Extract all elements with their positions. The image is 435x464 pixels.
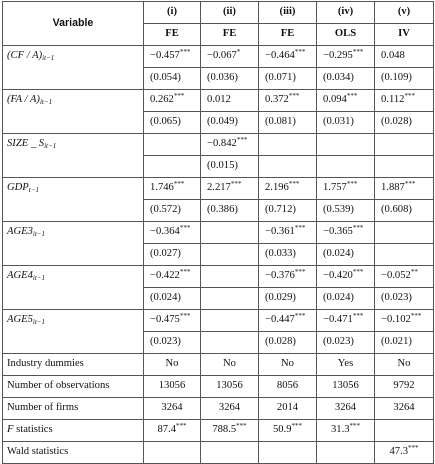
variable-name: (FA / A) — [7, 94, 40, 105]
statistic-cell — [201, 376, 259, 398]
cell-value: −0.365 — [323, 226, 353, 238]
standard-error-cell — [144, 156, 201, 178]
significance-stars: *** — [230, 180, 242, 189]
column-method: IV — [375, 24, 434, 46]
cell-value: 0.048 — [381, 50, 405, 62]
statistic-label — [3, 420, 144, 442]
cell-value: 0.372 — [265, 94, 289, 106]
cell-value: −0.471 — [323, 314, 353, 326]
standard-error-cell: (0.023) — [317, 332, 375, 354]
cell-value: −0.447 — [265, 314, 295, 326]
coefficient-row — [3, 310, 434, 332]
variable-label — [3, 90, 144, 134]
standard-error-cell — [201, 244, 259, 266]
significance-stars: *** — [410, 312, 422, 321]
coefficient-cell — [317, 222, 375, 244]
coefficient-cell — [375, 178, 434, 200]
coefficient-cell — [144, 90, 201, 112]
coefficient-cell — [144, 134, 201, 156]
coefficient-cell — [317, 266, 375, 288]
cell-value: 2.196 — [265, 182, 289, 194]
coefficient-cell — [259, 266, 317, 288]
significance-stars: *** — [179, 224, 191, 233]
column-number: (i) — [144, 2, 201, 24]
variable-label — [3, 266, 144, 310]
variable-subscript: it−1 — [44, 142, 57, 150]
cell-value: −0.376 — [265, 270, 295, 282]
cell-value: 0.112 — [381, 94, 405, 106]
cell-value: 3264 — [218, 402, 241, 414]
coefficient-row — [3, 266, 434, 288]
coefficient-cell — [375, 46, 434, 68]
standard-error-cell: (0.539) — [317, 200, 375, 222]
cell-value: 8056 — [276, 380, 299, 392]
variable-subscript: it−1 — [42, 54, 55, 62]
significance-stars: *** — [294, 48, 306, 57]
variable-label — [3, 222, 144, 266]
cell-value: −0.420 — [323, 270, 353, 282]
statistic-cell — [317, 376, 375, 398]
standard-error-cell: (0.572) — [144, 200, 201, 222]
coefficient-cell — [259, 178, 317, 200]
statistic-cell — [144, 398, 201, 420]
cell-value: 1.746 — [150, 182, 174, 194]
statistic-cell — [144, 354, 201, 376]
cell-value: 3264 — [334, 402, 357, 414]
header-row-numbers — [3, 2, 434, 24]
statistic-label-text: Number of firms — [7, 402, 79, 414]
coefficient-cell — [201, 222, 259, 244]
cell-value: 13056 — [332, 380, 359, 392]
variable-label — [3, 134, 144, 178]
cell-value: 31.3 — [330, 424, 350, 436]
standard-error-cell: (0.028) — [375, 112, 434, 134]
cell-value: 0.012 — [207, 94, 231, 106]
statistic-label-text: statistics — [13, 424, 53, 436]
variable-label — [3, 310, 144, 354]
statistic-cell — [375, 442, 434, 464]
statistic-cell — [201, 398, 259, 420]
statistic-cell — [317, 398, 375, 420]
standard-error-cell — [201, 332, 259, 354]
coefficient-cell — [144, 178, 201, 200]
variable-subscript: it−1 — [32, 318, 46, 326]
standard-error-cell: (0.023) — [144, 332, 201, 354]
standard-error-cell: (0.386) — [201, 200, 259, 222]
statistics-row — [3, 376, 434, 398]
significance-stars: *** — [352, 268, 364, 277]
significance-stars: *** — [408, 444, 419, 453]
standard-error-cell: (0.109) — [375, 68, 434, 90]
coefficient-cell — [201, 310, 259, 332]
cell-value: 0.094 — [323, 94, 347, 106]
variable-name: (CF / A) — [7, 50, 43, 61]
column-number: (ii) — [201, 2, 259, 24]
variable-name: AGE5 — [7, 314, 33, 325]
coefficient-cell — [201, 90, 259, 112]
variable-name: AGE3 — [7, 226, 33, 237]
significance-stars: *** — [236, 136, 248, 145]
coefficient-cell — [259, 90, 317, 112]
statistic-cell — [375, 420, 434, 442]
statistics-row — [3, 420, 434, 442]
standard-error-cell: (0.021) — [375, 332, 434, 354]
cell-value: 2.217 — [207, 182, 231, 194]
table-body — [3, 46, 434, 464]
standard-error-cell: (0.031) — [317, 112, 375, 134]
coefficient-cell — [144, 310, 201, 332]
statistic-cell — [259, 442, 317, 464]
cell-value: −0.295 — [323, 50, 353, 62]
variable-label — [3, 46, 144, 90]
column-method: FE — [144, 24, 201, 46]
standard-error-cell: (0.054) — [144, 68, 201, 90]
statistic-cell — [259, 398, 317, 420]
coefficient-cell — [259, 46, 317, 68]
cell-value: 13056 — [216, 380, 243, 392]
regression-table — [2, 1, 434, 464]
cell-value: Yes — [337, 358, 354, 370]
significance-stars: *** — [349, 422, 361, 431]
significance-stars: * — [236, 48, 241, 57]
standard-error-cell: (0.033) — [259, 244, 317, 266]
cell-value: −0.067 — [207, 50, 237, 62]
variable-name: GDP — [7, 182, 29, 193]
coefficient-row — [3, 222, 434, 244]
standard-error-cell — [201, 288, 259, 310]
cell-value: −0.464 — [265, 50, 295, 62]
coefficient-row — [3, 90, 434, 112]
coefficient-row — [3, 178, 434, 200]
statistic-cell — [317, 420, 375, 442]
standard-error-cell: (0.065) — [144, 112, 201, 134]
coefficient-cell — [317, 310, 375, 332]
cell-value: No — [397, 358, 411, 370]
coefficient-cell — [375, 222, 434, 244]
variable-label — [3, 178, 144, 222]
coefficient-cell — [317, 46, 375, 68]
standard-error-cell: (0.071) — [259, 68, 317, 90]
standard-error-cell: (0.608) — [375, 200, 434, 222]
coefficient-cell — [259, 134, 317, 156]
cell-value: 788.5 — [212, 424, 237, 436]
significance-stars: *** — [179, 48, 191, 57]
column-number: (v) — [375, 2, 434, 24]
statistics-row — [3, 398, 434, 420]
statistic-cell — [259, 354, 317, 376]
coefficient-cell — [201, 134, 259, 156]
statistic-label-text: Wald statistics — [7, 446, 69, 458]
coefficient-cell — [144, 46, 201, 68]
coefficient-cell — [201, 178, 259, 200]
column-number: (iv) — [317, 2, 375, 24]
column-method: FE — [201, 24, 259, 46]
standard-error-cell: (0.081) — [259, 112, 317, 134]
cell-value: −0.422 — [150, 270, 180, 282]
coefficient-cell — [317, 178, 375, 200]
statistic-label-text: Industry dummies — [7, 358, 84, 370]
statistic-label — [3, 398, 144, 420]
coefficient-cell — [375, 134, 434, 156]
statistic-cell — [259, 376, 317, 398]
cell-value: 3264 — [393, 402, 415, 414]
cell-value: 87.4 — [157, 424, 177, 436]
significance-stars: *** — [294, 268, 306, 277]
statistic-cell — [144, 442, 201, 464]
statistic-cell — [317, 354, 375, 376]
statistics-row — [3, 442, 434, 464]
cell-value: 2014 — [276, 402, 299, 414]
variable-subscript: t−1 — [28, 186, 39, 194]
statistic-cell — [317, 442, 375, 464]
significance-stars: *** — [404, 92, 415, 101]
significance-stars: *** — [179, 268, 191, 277]
column-method: OLS — [317, 24, 375, 46]
statistic-cell — [259, 420, 317, 442]
significance-stars: *** — [346, 180, 358, 189]
variable-name: SIZE _ S — [7, 138, 45, 149]
statistic-cell — [201, 442, 259, 464]
cell-value: −0.361 — [265, 226, 295, 238]
standard-error-cell: (0.049) — [201, 112, 259, 134]
standard-error-cell: (0.024) — [317, 244, 375, 266]
cell-value: 50.9 — [272, 424, 292, 436]
standard-error-cell: (0.015) — [201, 156, 259, 178]
significance-stars: *** — [236, 422, 247, 431]
cell-value: −0.102 — [381, 314, 411, 326]
significance-stars: *** — [288, 92, 300, 101]
variable-subscript: it−1 — [32, 274, 46, 282]
cell-value: No — [165, 358, 179, 370]
coefficient-cell — [259, 222, 317, 244]
significance-stars: *** — [173, 180, 185, 189]
statistics-row — [3, 354, 434, 376]
standard-error-cell — [375, 244, 434, 266]
significance-stars: *** — [346, 92, 358, 101]
standard-error-cell: (0.027) — [144, 244, 201, 266]
coefficient-cell — [375, 266, 434, 288]
significance-stars: *** — [294, 224, 306, 233]
standard-error-cell — [375, 156, 434, 178]
statistic-label — [3, 376, 144, 398]
standard-error-cell: (0.029) — [259, 288, 317, 310]
coefficient-cell — [144, 266, 201, 288]
coefficient-cell — [144, 222, 201, 244]
coefficient-cell — [259, 310, 317, 332]
coefficient-row — [3, 134, 434, 156]
coefficient-cell — [317, 134, 375, 156]
cell-value: No — [223, 358, 236, 370]
coefficient-cell — [201, 266, 259, 288]
standard-error-cell — [259, 156, 317, 178]
variable-header: Variable — [3, 2, 144, 46]
coefficient-cell — [201, 46, 259, 68]
cell-value: 47.3 — [389, 446, 409, 458]
cell-value: 0.262 — [150, 94, 174, 106]
statistic-label-prefix: F — [7, 424, 14, 436]
cell-value: 1.887 — [381, 182, 405, 194]
cell-value: −0.842 — [207, 138, 237, 150]
cell-value: No — [281, 358, 294, 370]
statistic-cell — [201, 420, 259, 442]
statistic-label — [3, 354, 144, 376]
significance-stars: *** — [288, 180, 300, 189]
coefficient-row — [3, 46, 434, 68]
cell-value: 3264 — [161, 402, 183, 414]
standard-error-cell: (0.036) — [201, 68, 259, 90]
coefficient-cell — [375, 90, 434, 112]
variable-subscript: it−1 — [39, 98, 53, 106]
statistic-cell — [375, 398, 434, 420]
variable-name: AGE4 — [7, 270, 33, 281]
coefficient-cell — [375, 310, 434, 332]
statistic-label — [3, 442, 144, 464]
cell-value: −0.457 — [150, 50, 180, 62]
significance-stars: *** — [176, 422, 187, 431]
statistic-label-text: Number of observations — [7, 380, 110, 392]
significance-stars: *** — [352, 224, 364, 233]
statistic-cell — [144, 420, 201, 442]
statistic-cell — [201, 354, 259, 376]
significance-stars: *** — [404, 180, 416, 189]
standard-error-cell: (0.034) — [317, 68, 375, 90]
significance-stars: *** — [179, 312, 191, 321]
significance-stars: ** — [410, 268, 418, 277]
significance-stars: *** — [173, 92, 185, 101]
column-method: FE — [259, 24, 317, 46]
statistic-cell — [144, 376, 201, 398]
cell-value: 9792 — [393, 380, 415, 392]
cell-value: −0.364 — [150, 226, 180, 238]
standard-error-cell: (0.712) — [259, 200, 317, 222]
cell-value: 1.757 — [323, 182, 347, 194]
statistic-cell — [375, 376, 434, 398]
significance-stars: *** — [352, 48, 364, 57]
significance-stars: *** — [294, 312, 306, 321]
statistic-cell — [375, 354, 434, 376]
standard-error-cell: (0.028) — [259, 332, 317, 354]
cell-value: −0.475 — [150, 314, 180, 326]
significance-stars: *** — [291, 422, 303, 431]
standard-error-cell: (0.024) — [144, 288, 201, 310]
coefficient-cell — [317, 90, 375, 112]
column-number: (iii) — [259, 2, 317, 24]
significance-stars: *** — [352, 312, 364, 321]
standard-error-cell: (0.023) — [375, 288, 434, 310]
cell-value: 13056 — [158, 380, 186, 392]
standard-error-cell: (0.024) — [317, 288, 375, 310]
cell-value: −0.052 — [381, 270, 411, 282]
variable-subscript: it−1 — [32, 230, 46, 238]
standard-error-cell — [317, 156, 375, 178]
